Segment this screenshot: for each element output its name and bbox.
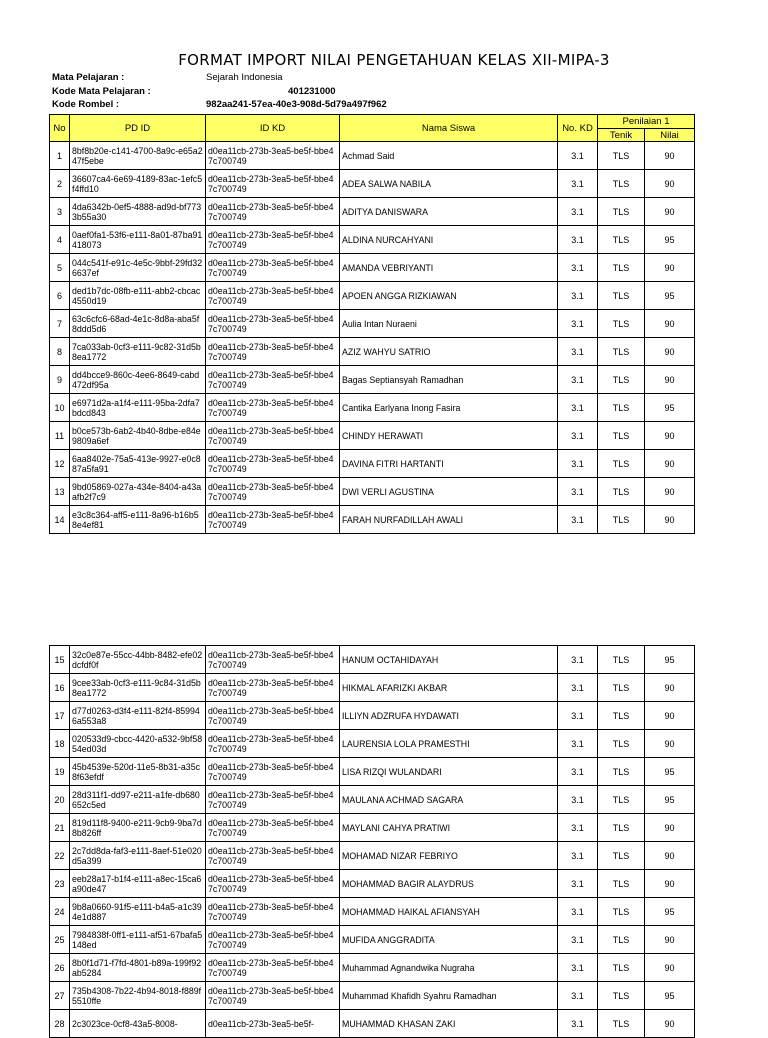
id-kd-cell: d0ea11cb-273b-3ea5-be5f-bbe47c700749: [206, 702, 340, 730]
no-kd-cell: 3.1: [558, 142, 598, 170]
nilai-cell: 90: [645, 422, 695, 450]
table-row: [50, 646, 695, 674]
table-row: [50, 310, 695, 338]
pd-id-cell: 6aa8402e-75a5-413e-9927-e0c887a5fa91: [70, 450, 206, 478]
no-kd-cell: 3.1: [558, 226, 598, 254]
id-kd-cell: d0ea11cb-273b-3ea5-be5f-bbe47c700749: [206, 898, 340, 926]
no-kd-cell: 3.1: [558, 758, 598, 786]
no-kd-cell: 3.1: [558, 198, 598, 226]
table-row: [50, 674, 695, 702]
teknik-cell: TLS: [598, 142, 645, 170]
table-row: [50, 338, 695, 366]
student-name-cell: FARAH NURFADILLAH AWALI: [340, 506, 558, 534]
nilai-cell: 95: [645, 982, 695, 1010]
nilai-cell: 90: [645, 954, 695, 982]
row-number: 12: [50, 450, 70, 478]
row-number: 6: [50, 282, 70, 310]
no-kd-cell: 3.1: [558, 254, 598, 282]
table-row: [50, 954, 695, 982]
teknik-cell: TLS: [598, 478, 645, 506]
teknik-cell: TLS: [598, 842, 645, 870]
table-row: [50, 842, 695, 870]
student-name-cell: Achmad Said: [340, 142, 558, 170]
table-row: [50, 450, 695, 478]
row-number: 15: [50, 646, 70, 674]
nilai-cell: 90: [645, 730, 695, 758]
grade-table-page-1: [49, 114, 695, 534]
student-name-cell: APOEN ANGGA RIZKIAWAN: [340, 282, 558, 310]
pd-id-cell: 735b4308-7b22-4b94-8018-f889f5510ffe: [70, 982, 206, 1010]
row-number: 26: [50, 954, 70, 982]
id-kd-cell: d0ea11cb-273b-3ea5-be5f-bbe47c700749: [206, 842, 340, 870]
teknik-cell: TLS: [598, 870, 645, 898]
row-number: 1: [50, 142, 70, 170]
pd-id-cell: 020533d9-cbcc-4420-a532-9bf5854ed03d: [70, 730, 206, 758]
row-number: 19: [50, 758, 70, 786]
teknik-cell: TLS: [598, 394, 645, 422]
student-name-cell: LAURENSIA LOLA PRAMESTHI: [340, 730, 558, 758]
student-name-cell: HANUM OCTAHIDAYAH: [340, 646, 558, 674]
nilai-cell: 90: [645, 702, 695, 730]
row-number: 28: [50, 1010, 70, 1038]
nilai-cell: 90: [645, 198, 695, 226]
mapel-value: Sejarah Indonesia: [206, 72, 283, 83]
pd-id-cell: eeb28a17-b1f4-e111-a8ec-15ca6a90de47: [70, 870, 206, 898]
no-kd-cell: 3.1: [558, 870, 598, 898]
pd-id-cell: 32c0e87e-55cc-44bb-8482-efe02dcfdf0f: [70, 646, 206, 674]
row-number: 13: [50, 478, 70, 506]
header-pd-id: PD ID: [70, 115, 206, 142]
teknik-cell: TLS: [598, 422, 645, 450]
nilai-cell: 90: [645, 254, 695, 282]
pd-id-cell: 63c6cfc6-68ad-4e1c-8d8a-aba5f8ddd5d6: [70, 310, 206, 338]
no-kd-cell: 3.1: [558, 926, 598, 954]
no-kd-cell: 3.1: [558, 954, 598, 982]
student-name-cell: ILLIYN ADZRUFA HYDAWATI: [340, 702, 558, 730]
header-no-kd: No. KD: [558, 115, 598, 142]
no-kd-cell: 3.1: [558, 478, 598, 506]
kode-mapel-label: Kode Mata Pelajaran :: [52, 86, 151, 97]
pd-id-cell: 45b4539e-520d-11e5-8b31-a35c8f63efdf: [70, 758, 206, 786]
id-kd-cell: d0ea11cb-273b-3ea5-be5f-bbe47c700749: [206, 450, 340, 478]
pd-id-cell: 044c541f-e91c-4e5c-9bbf-29fd326637ef: [70, 254, 206, 282]
nilai-cell: 95: [645, 226, 695, 254]
pd-id-cell: 7984838f-0ff1-e111-af51-67bafa5148ed: [70, 926, 206, 954]
pd-id-cell: 819d11f8-9400-e211-9cb9-9ba7d8b826ff: [70, 814, 206, 842]
kode-rombel-label: Kode Rombel :: [52, 99, 120, 110]
table-row: [50, 982, 695, 1010]
id-kd-cell: d0ea11cb-273b-3ea5-be5f-bbe47c700749: [206, 478, 340, 506]
student-name-cell: MUFIDA ANGGRADITA: [340, 926, 558, 954]
table-body-page-1: [50, 142, 695, 534]
student-name-cell: AMANDA VEBRIYANTI: [340, 254, 558, 282]
student-name-cell: Aulia Intan Nuraeni: [340, 310, 558, 338]
table-row: [50, 282, 695, 310]
teknik-cell: TLS: [598, 254, 645, 282]
no-kd-cell: 3.1: [558, 702, 598, 730]
no-kd-cell: 3.1: [558, 814, 598, 842]
no-kd-cell: 3.1: [558, 422, 598, 450]
pd-id-cell: 36607ca4-6e69-4189-83ac-1efc5f4ffd10: [70, 170, 206, 198]
header-penilaian: Penilaian 1: [598, 115, 695, 129]
row-number: 3: [50, 198, 70, 226]
row-number: 11: [50, 422, 70, 450]
student-name-cell: HIKMAL AFARIZKI AKBAR: [340, 674, 558, 702]
header-no: No: [50, 115, 70, 142]
id-kd-cell: d0ea11cb-273b-3ea5-be5f-bbe47c700749: [206, 814, 340, 842]
student-name-cell: MUHAMMAD KHASAN ZAKI: [340, 1010, 558, 1038]
id-kd-cell: d0ea11cb-273b-3ea5-be5f-bbe47c700749: [206, 506, 340, 534]
nilai-cell: 95: [645, 646, 695, 674]
no-kd-cell: 3.1: [558, 338, 598, 366]
student-name-cell: Cantika Earlyana Inong Fasira: [340, 394, 558, 422]
pd-id-cell: 4da6342b-0ef5-4888-ad9d-bf7733b55a30: [70, 198, 206, 226]
nilai-cell: 90: [645, 926, 695, 954]
nilai-cell: 90: [645, 1010, 695, 1038]
id-kd-cell: d0ea11cb-273b-3ea5-be5f-bbe47c700749: [206, 394, 340, 422]
id-kd-cell: d0ea11cb-273b-3ea5-be5f-bbe47c700749: [206, 310, 340, 338]
teknik-cell: TLS: [598, 954, 645, 982]
header-teknik: Tenik: [598, 129, 645, 142]
no-kd-cell: 3.1: [558, 394, 598, 422]
pd-id-cell: 2c7dd8da-faf3-e111-8aef-51e020d5a399: [70, 842, 206, 870]
row-number: 10: [50, 394, 70, 422]
no-kd-cell: 3.1: [558, 1010, 598, 1038]
student-name-cell: ALDINA NURCAHYANI: [340, 226, 558, 254]
student-name-cell: MAYLANI CAHYA PRATIWI: [340, 814, 558, 842]
teknik-cell: TLS: [598, 170, 645, 198]
pd-id-cell: 9bd05869-027a-434e-8404-a43aafb2f7c9: [70, 478, 206, 506]
no-kd-cell: 3.1: [558, 786, 598, 814]
row-number: 17: [50, 702, 70, 730]
table-row: [50, 786, 695, 814]
table-row: [50, 366, 695, 394]
teknik-cell: TLS: [598, 646, 645, 674]
row-number: 20: [50, 786, 70, 814]
no-kd-cell: 3.1: [558, 450, 598, 478]
nilai-cell: 90: [645, 814, 695, 842]
pd-id-cell: 9b8a0660-91f5-e111-b4a5-a1c394e1d887: [70, 898, 206, 926]
no-kd-cell: 3.1: [558, 310, 598, 338]
table-row: [50, 170, 695, 198]
row-number: 5: [50, 254, 70, 282]
teknik-cell: TLS: [598, 226, 645, 254]
teknik-cell: TLS: [598, 814, 645, 842]
student-name-cell: MOHAMAD NIZAR FEBRIYO: [340, 842, 558, 870]
mapel-label: Mata Pelajaran :: [52, 72, 125, 83]
teknik-cell: TLS: [598, 730, 645, 758]
teknik-cell: TLS: [598, 1010, 645, 1038]
student-name-cell: Muhammad Agnandwika Nugraha: [340, 954, 558, 982]
nilai-cell: 95: [645, 394, 695, 422]
header-id-kd: ID KD: [206, 115, 340, 142]
pd-id-cell: b0ce573b-6ab2-4b40-8dbe-e84e9809a6ef: [70, 422, 206, 450]
no-kd-cell: 3.1: [558, 982, 598, 1010]
id-kd-cell: d0ea11cb-273b-3ea5-be5f-bbe47c700749: [206, 338, 340, 366]
row-number: 25: [50, 926, 70, 954]
id-kd-cell: d0ea11cb-273b-3ea5-be5f-bbe47c700749: [206, 870, 340, 898]
table-row: [50, 478, 695, 506]
table-body-page-2: [50, 646, 695, 1038]
pd-id-cell: ded1b7dc-08fb-e111-abb2-cbcac4550d19: [70, 282, 206, 310]
header-nama-siswa: Nama Siswa: [340, 115, 558, 142]
teknik-cell: TLS: [598, 198, 645, 226]
id-kd-cell: d0ea11cb-273b-3ea5-be5f-bbe47c700749: [206, 226, 340, 254]
id-kd-cell: d0ea11cb-273b-3ea5-be5f-bbe47c700749: [206, 954, 340, 982]
student-name-cell: MOHAMMAD HAIKAL AFIANSYAH: [340, 898, 558, 926]
table-row: [50, 422, 695, 450]
pd-id-cell: 2c3023ce-0cf8-43a5-8008-: [70, 1010, 206, 1038]
kode-rombel-value: 982aa241-57ea-40e3-908d-5d79a497f962: [206, 99, 387, 110]
nilai-cell: 90: [645, 142, 695, 170]
id-kd-cell: d0ea11cb-273b-3ea5-be5f-bbe47c700749: [206, 422, 340, 450]
no-kd-cell: 3.1: [558, 366, 598, 394]
row-number: 16: [50, 674, 70, 702]
student-name-cell: MAULANA ACHMAD SAGARA: [340, 786, 558, 814]
pd-id-cell: dd4bcce9-860c-4ee6-8649-cabd472df95a: [70, 366, 206, 394]
grade-table-page-2: [49, 645, 695, 1038]
table-row: [50, 870, 695, 898]
pd-id-cell: 8bf8b20e-c141-4700-8a9c-e65a247f5ebe: [70, 142, 206, 170]
header-nilai: Nilai: [645, 129, 695, 142]
teknik-cell: TLS: [598, 338, 645, 366]
student-name-cell: LISA RIZQI WULANDARI: [340, 758, 558, 786]
row-number: 7: [50, 310, 70, 338]
teknik-cell: TLS: [598, 282, 645, 310]
id-kd-cell: d0ea11cb-273b-3ea5-be5f-bbe47c700749: [206, 198, 340, 226]
nilai-cell: 95: [645, 898, 695, 926]
table-row: [50, 702, 695, 730]
teknik-cell: TLS: [598, 926, 645, 954]
table-row: [50, 730, 695, 758]
kode-mapel-value: 401231000: [288, 86, 336, 97]
id-kd-cell: d0ea11cb-273b-3ea5-be5f-bbe47c700749: [206, 786, 340, 814]
pd-id-cell: 8b0f1d71-f7fd-4801-b89a-199f92ab5284: [70, 954, 206, 982]
nilai-cell: 95: [645, 758, 695, 786]
table-row: [50, 814, 695, 842]
row-number: 23: [50, 870, 70, 898]
teknik-cell: TLS: [598, 982, 645, 1010]
no-kd-cell: 3.1: [558, 730, 598, 758]
row-number: 8: [50, 338, 70, 366]
row-number: 4: [50, 226, 70, 254]
pd-id-cell: e6971d2a-a1f4-e111-95ba-2dfa7bdcd843: [70, 394, 206, 422]
student-name-cell: Bagas Septiansyah Ramadhan: [340, 366, 558, 394]
nilai-cell: 90: [645, 366, 695, 394]
table-row: [50, 198, 695, 226]
nilai-cell: 90: [645, 870, 695, 898]
teknik-cell: TLS: [598, 450, 645, 478]
pd-id-cell: 9cee33ab-0cf3-e111-9c84-31d5b8ea1772: [70, 674, 206, 702]
teknik-cell: TLS: [598, 898, 645, 926]
no-kd-cell: 3.1: [558, 842, 598, 870]
no-kd-cell: 3.1: [558, 282, 598, 310]
row-number: 9: [50, 366, 70, 394]
id-kd-cell: d0ea11cb-273b-3ea5-be5f-bbe47c700749: [206, 758, 340, 786]
id-kd-cell: d0ea11cb-273b-3ea5-be5f-bbe47c700749: [206, 674, 340, 702]
pd-id-cell: 7ca033ab-0cf3-e111-9c82-31d5b8ea1772: [70, 338, 206, 366]
id-kd-cell: d0ea11cb-273b-3ea5-be5f-bbe47c700749: [206, 282, 340, 310]
nilai-cell: 90: [645, 506, 695, 534]
teknik-cell: TLS: [598, 786, 645, 814]
student-name-cell: AZIZ WAHYU SATRIO: [340, 338, 558, 366]
nilai-cell: 90: [645, 478, 695, 506]
row-number: 22: [50, 842, 70, 870]
nilai-cell: 95: [645, 786, 695, 814]
table-row: [50, 142, 695, 170]
id-kd-cell: d0ea11cb-273b-3ea5-be5f-bbe47c700749: [206, 142, 340, 170]
pd-id-cell: e3c8c364-aff5-e111-8a96-b16b58e4ef81: [70, 506, 206, 534]
id-kd-cell: d0ea11cb-273b-3ea5-be5f-: [206, 1010, 340, 1038]
table-row: [50, 394, 695, 422]
table-row: [50, 226, 695, 254]
id-kd-cell: d0ea11cb-273b-3ea5-be5f-bbe47c700749: [206, 366, 340, 394]
pd-id-cell: d77d0263-d3f4-e111-82f4-859946a553a8: [70, 702, 206, 730]
no-kd-cell: 3.1: [558, 674, 598, 702]
student-name-cell: Muhammad Khafidh Syahru Ramadhan: [340, 982, 558, 1010]
id-kd-cell: d0ea11cb-273b-3ea5-be5f-bbe47c700749: [206, 926, 340, 954]
id-kd-cell: d0ea11cb-273b-3ea5-be5f-bbe47c700749: [206, 254, 340, 282]
teknik-cell: TLS: [598, 702, 645, 730]
id-kd-cell: d0ea11cb-273b-3ea5-be5f-bbe47c700749: [206, 730, 340, 758]
nilai-cell: 90: [645, 842, 695, 870]
id-kd-cell: d0ea11cb-273b-3ea5-be5f-bbe47c700749: [206, 170, 340, 198]
nilai-cell: 90: [645, 674, 695, 702]
teknik-cell: TLS: [598, 310, 645, 338]
row-number: 14: [50, 506, 70, 534]
table-row: [50, 254, 695, 282]
id-kd-cell: d0ea11cb-273b-3ea5-be5f-bbe47c700749: [206, 982, 340, 1010]
nilai-cell: 90: [645, 310, 695, 338]
page-title: FORMAT IMPORT NILAI PENGETAHUAN KELAS XII-MIPA-3: [178, 51, 610, 69]
student-name-cell: DAVINA FITRI HARTANTI: [340, 450, 558, 478]
pd-id-cell: 28d311f1-dd97-e211-a1fe-db680652c5ed: [70, 786, 206, 814]
row-number: 18: [50, 730, 70, 758]
nilai-cell: 95: [645, 282, 695, 310]
student-name-cell: MOHAMMAD BAGIR ALAYDRUS: [340, 870, 558, 898]
nilai-cell: 90: [645, 170, 695, 198]
table-row: [50, 758, 695, 786]
teknik-cell: TLS: [598, 366, 645, 394]
student-name-cell: ADITYA DANISWARA: [340, 198, 558, 226]
table-row: [50, 898, 695, 926]
student-name-cell: CHINDY HERAWATI: [340, 422, 558, 450]
no-kd-cell: 3.1: [558, 506, 598, 534]
student-name-cell: DWI VERLI AGUSTINA: [340, 478, 558, 506]
teknik-cell: TLS: [598, 674, 645, 702]
teknik-cell: TLS: [598, 758, 645, 786]
row-number: 27: [50, 982, 70, 1010]
row-number: 21: [50, 814, 70, 842]
table-row: [50, 926, 695, 954]
teknik-cell: TLS: [598, 506, 645, 534]
pd-id-cell: 0aef0fa1-53f6-e111-8a01-87ba91418073: [70, 226, 206, 254]
no-kd-cell: 3.1: [558, 898, 598, 926]
nilai-cell: 90: [645, 338, 695, 366]
nilai-cell: 90: [645, 450, 695, 478]
row-number: 24: [50, 898, 70, 926]
no-kd-cell: 3.1: [558, 170, 598, 198]
no-kd-cell: 3.1: [558, 646, 598, 674]
student-name-cell: ADEA SALWA NABILA: [340, 170, 558, 198]
id-kd-cell: d0ea11cb-273b-3ea5-be5f-bbe47c700749: [206, 646, 340, 674]
row-number: 2: [50, 170, 70, 198]
table-row: [50, 506, 695, 534]
